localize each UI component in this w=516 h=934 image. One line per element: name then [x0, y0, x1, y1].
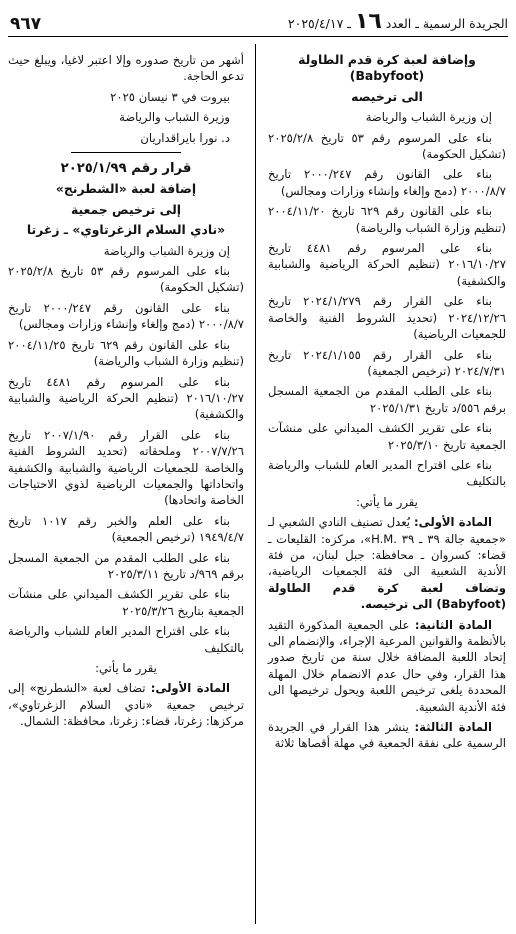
recital: بناء على المرسوم رقم ٤٤٨١ تاريخ ٢٠١٦/١٠/٢٧ (تنظيم الحركة الرياضية والشبابية والكشفية): [268, 241, 506, 288]
minister-intro: إن وزيرة الشباب والرياضة: [103, 243, 230, 258]
article-1: [268, 514, 506, 612]
left-column: [8, 52, 244, 734]
recital: بناء على العلم والخبر رقم ١٠١٧ تاريخ ١٩٤٩/٤/٧ (ترخيص الجمعية): [8, 513, 244, 545]
issue-number: ١٦: [354, 9, 382, 34]
recital: بناء على القانون رقم ٢٠٠٠/٢٤٧ تاريخ ٢٠٠٠/٨/٧ (دمج وإلغاء وإنشاء وزارات ومجالس): [268, 167, 506, 198]
article-1-text: يُعدل تصنيف النادي الشعبي لـ «جمعية جالة ٣٩ ـ ٣٩ .H.M»، مركزه: القليعات ـ قضاء: كسروان ـ محافظة: جبل لبنان، من فئة الأندية الشعبية الى فئة الجمعيات الرياضية،: [268, 515, 506, 579]
recital: بناء على الطلب المقدم من الجمعية المسجل برقم ٩٦٩/د تاريخ ٢٠٢٥/٣/١١: [8, 550, 244, 581]
recital: بناء على القانون رقم ٦٢٩ تاريخ ٢٠٠٤/١١/٢٥ (تنظيم وزارة الشباب والرياضة): [8, 337, 244, 369]
recital: بناء على تقرير الكشف الميداني على منشآت الجمعية تاريخ ٢٠٢٥/٣/١٠: [268, 421, 506, 452]
place-date: بيروت في ٣ نيسان ٢٠٢٥: [110, 89, 230, 104]
recital: بناء على القرار رقم ٢٠٠٧/١/٩٠ تاريخ ٢٠٠٧/٧/٢٦ وملحقاته (تحديد الشروط الفنية والخاصة للجمعيات الرياضية والشبابية والكشفية واتحاداتها والجمعيات الرياضية لذوي الاحتياجات الخاصة واتحادها): [8, 427, 244, 508]
header-rule: [8, 36, 508, 37]
column-divider: [255, 44, 256, 924]
recital: بناء على القرار رقم ٢٠٢٤/١/٢٧٩ تاريخ ٢٠٢٤/١٢/٢٦ (تحديد الشروط الفنية والخاصة للجمعيات الرياضية): [268, 294, 506, 342]
recital: بناء على المرسوم رقم ٥٣ تاريخ ٢٠٢٥/٢/٨ (تشكيل الحكومة): [8, 264, 244, 295]
decision-title-line1: وإضافة لعبة كرة قدم الطاولة (Babyfoot): [298, 52, 476, 84]
recital: بناء على القانون رقم ٦٢٩ تاريخ ٢٠٠٤/١١/٢٠ (تنظيم وزارة الشباب والرياضة): [268, 204, 506, 235]
signer-title: وزيرة الشباب والرياضة: [119, 110, 230, 125]
section-separator: [71, 152, 181, 153]
decides-heading: يقرر ما يأتي:: [356, 494, 418, 509]
add-game-title: إضافة لعبة «الشطرنج»: [55, 181, 197, 197]
header-title-prefix: الجريدة الرسمية ـ العدد: [385, 16, 508, 31]
article-1: [8, 680, 244, 729]
header-title: [288, 9, 508, 34]
article-1-text: تضاف لعبة «الشطرنج» إلى ترخيص جمعية «نادي السلام الزغرتاوي»، مركزها: زغرتا، قضاء: زغرتا، محافظة: الشمال.: [8, 681, 244, 729]
decision-number-title: قرار رقم ٢٠٢٥/١/٩٩: [60, 161, 192, 177]
recital: بناء على المرسوم رقم ٥٣ تاريخ ٢٠٢٥/٢/٨ (تشكيل الحكومة): [268, 130, 506, 162]
article-1-label: المادة الأولى:: [413, 515, 493, 530]
article-3-label: المادة الثالثة:: [414, 720, 492, 735]
recital: بناء على المرسوم رقم ٤٤٨١ تاريخ ٢٠١٦/١٠/٢٧ (تنظيم الحركة الرياضية والشبابية والكشفية): [8, 374, 244, 422]
recital: بناء على اقتراح المدير العام للشباب والرياضة بالتكليف: [268, 457, 506, 489]
page-header: [10, 8, 508, 34]
article-3: [268, 719, 506, 752]
decides-heading: يقرر ما يأتي:: [95, 661, 157, 675]
recital: بناء على اقتراح المدير العام للشباب والرياضة بالتكليف: [8, 624, 244, 655]
article-3-text: ينشر هذا القرار في الجريدة الرسمية على نفقة الجمعية في مهلة أقصاها ثلاثة: [268, 720, 506, 751]
right-column: [268, 52, 506, 756]
recital: بناء على الطلب المقدم من الجمعية المسجل برقم ٥٥٦/د تاريخ ٢٠٢٥/١/٣١: [268, 384, 506, 415]
article-1-label: المادة الأولى:: [150, 681, 231, 696]
recital: بناء على تقرير الكشف الميداني على منشآت الجمعية بتاريخ ٢٠٢٥/٣/٢٦: [8, 587, 244, 618]
article-2: [268, 617, 506, 715]
decision-title-line2: الى ترخيصه: [351, 88, 423, 104]
continuation-text: أشهر من تاريخ صدوره وإلا اعتبر لاغيا، ويبلغ حيث تدعو الحاجة.: [8, 53, 244, 84]
recital: بناء على القرار رقم ٢٠٢٤/١/١٥٥ تاريخ ٢٠٢٤/٧/٣١ (ترخيص الجمعية): [268, 347, 506, 378]
article-1-bold-text: وتضاف لعبة كرة قدم الطاولة (Babyfoot) الى ترخيصه.: [268, 580, 506, 612]
recital: بناء على القانون رقم ٢٠٠٠/٢٤٧ تاريخ ٢٠٠٠/٨/٧ (دمج وإلغاء وإنشاء وزارات ومجالس): [8, 300, 244, 332]
issue-date: ـ ٢٠٢٥/٤/١٧: [287, 16, 351, 31]
article-2-label: المادة الثانية:: [414, 617, 493, 632]
minister-intro: إن وزيرة الشباب والرياضة: [365, 110, 492, 125]
article-2-text: على الجمعية المذكورة التقيد بالأنظمة والقوانين المرعية الإجراء، والإنضمام الى إتحاد اللعبة المضافة خلال سنة من تاريخ صدور هذا القرار، وفي حال عدم الانضمام خلال المهلة المحددة يلغى ترخيص اللعبة ويحول ترخيصها الى فئة الأندية الشعبية.: [268, 617, 506, 714]
to-license-title: إلى ترخيص جمعية: [70, 201, 182, 217]
page-number: ٩٦٧: [10, 14, 42, 34]
signer-name: د. نورا بايراقداريان: [140, 130, 230, 145]
club-name-title: «نادي السلام الزغرتاوي» ـ زغرتا: [26, 222, 226, 238]
